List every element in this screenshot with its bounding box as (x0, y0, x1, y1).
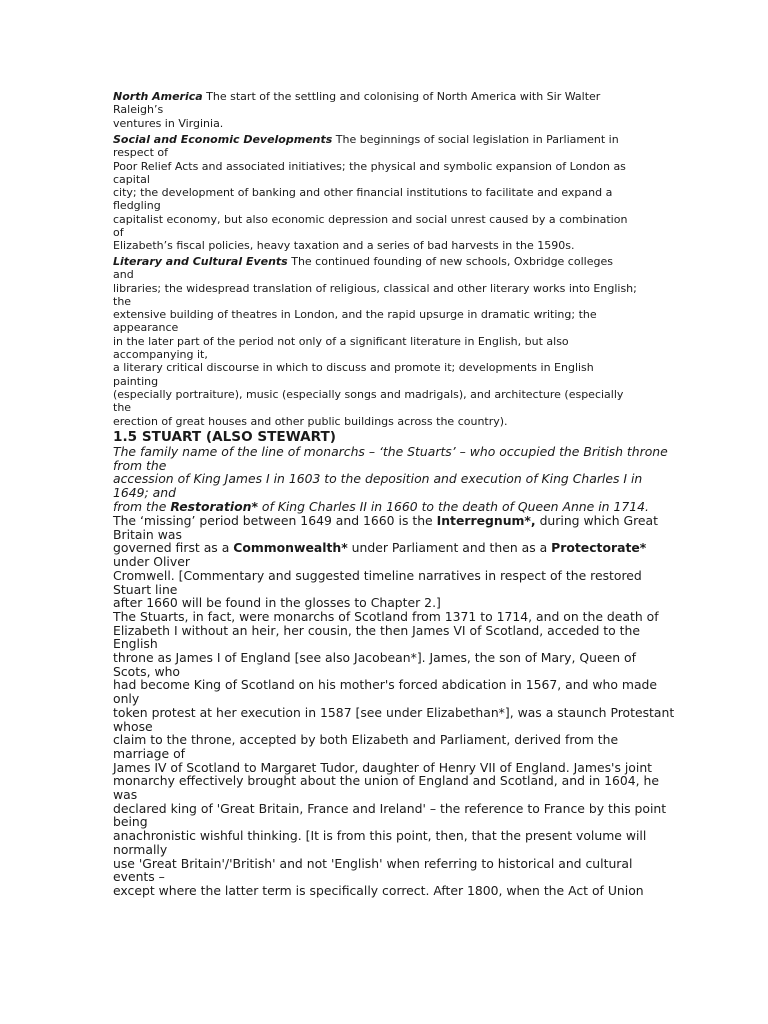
paragraph-literary-cultural (113, 255, 648, 428)
paragraph-north-america (113, 90, 648, 130)
term-heading: North America (113, 90, 203, 103)
paragraph-social-economic (113, 133, 648, 253)
text-line: in the later part of the period not only of a significant literature in English, but also (113, 334, 569, 348)
text-line: accompanying it, (113, 348, 208, 362)
text-line: token protest at her execution in 1587 [see under Elizabethan*], was a staunch Protestant (113, 704, 675, 720)
text-line: use 'Great Britain'/'British' and not 'English' when referring to historical and cultural (113, 855, 633, 871)
text-line: ventures in Virginia. (113, 116, 224, 130)
text-line: of (113, 226, 124, 240)
text-line: Literary and Cultural Events The continued founding of new schools, Oxbridge colleges (113, 255, 613, 268)
text-line: English (113, 636, 158, 652)
text-line: Elizabeth’s fiscal policies, heavy taxation and a series of bad harvests in the 1590s. (113, 239, 575, 253)
body-text (113, 513, 675, 898)
text-line: painting (113, 374, 159, 388)
text-line: Raleigh’s (113, 103, 164, 117)
cross-reference-protectorate: Protectorate* (551, 540, 647, 556)
text-line: The family name of the line of monarchs – ‘the Stuarts’ – who occupied the British throne (113, 444, 668, 459)
term-heading: Social and Economic Developments (113, 133, 333, 146)
text-line: monarchy effectively brought about the union of England and Scotland, and in 1604, he (113, 773, 660, 789)
text-line: Britain was (113, 526, 182, 542)
cross-reference-restoration: Restoration* (170, 498, 258, 514)
section-heading: 1.5 STUART (ALSO STEWART) (113, 429, 336, 445)
text-line: appearance (113, 321, 179, 335)
text-line: erection of great houses and other public buildings across the country). (113, 414, 508, 428)
text-line: Elizabeth I without an heir, her cousin, the then James VI of Scotland, acceded to the (113, 622, 640, 638)
text-line: and (113, 268, 134, 282)
text-line: was (113, 787, 138, 803)
text-line: Cromwell. [Commentary and suggested timeline narratives in respect of the restored (113, 567, 642, 583)
text-line: libraries; the widespread translation of religious, classical and other literary works into English; (113, 281, 637, 295)
cross-reference-commonwealth: Commonwealth* (233, 540, 348, 556)
text-line: North America The start of the settling and colonising of North America with Sir Walter (113, 90, 601, 103)
text-line: Poor Relief Acts and associated initiatives; the physical and symbolic expansion of London as (113, 159, 626, 173)
text-line: The ‘missing’ period between 1649 and 1660 is the Interregnum*, during which Great (113, 513, 659, 528)
text-line: except where the latter term is specifically correct. After 1800, when the Act of Union (113, 882, 644, 898)
text-line: claim to the throne, accepted by both Elizabeth and Parliament, derived from the (113, 732, 619, 748)
text-line: capital (113, 172, 150, 186)
text-line: city; the development of banking and other financial institutions to facilitate and expand a (113, 186, 613, 200)
text-line: respect of (113, 146, 168, 160)
text-line: marriage of (113, 745, 186, 761)
term-heading: Literary and Cultural Events (113, 255, 288, 268)
text-line: 1649; and (113, 485, 176, 501)
text-line: normally (113, 841, 168, 857)
text-line: the (113, 401, 132, 415)
text-line: had become King of Scotland on his mother's forced abdication in 1567, and who made (113, 677, 658, 693)
text-line: (especially portraiture), music (especially songs and madrigals), and architecture (especially (113, 387, 624, 401)
text-line: Scots, who (113, 663, 181, 679)
definition-intro (113, 444, 668, 514)
text-line: anachronistic wishful thinking. [It is from this point, then, that the present volume will (113, 828, 647, 844)
text-line: events – (113, 869, 165, 885)
text-line: James IV of Scotland to Margaret Tudor, daughter of Henry VII of England. James's joint (113, 759, 653, 775)
text-line: from the (113, 457, 167, 473)
text-line: fledgling (113, 199, 161, 213)
text-line: under Oliver (113, 554, 190, 570)
text-line: from the Restoration* of King Charles II in 1660 to the death of Queen Anne in 1714. (113, 498, 649, 514)
text-line: being (113, 814, 148, 830)
text-line: whose (113, 718, 153, 734)
text-line: Social and Economic Developments The beginnings of social legislation in Parliament in (113, 133, 619, 146)
text-line: Stuart line (113, 581, 178, 597)
text-line: declared king of 'Great Britain, France and Ireland' – the reference to France by this point (113, 800, 667, 816)
text-line: capitalist economy, but also economic depression and social unrest caused by a combination (113, 212, 628, 226)
text-line: only (113, 691, 140, 707)
text-line: governed first as a Commonwealth* under Parliament and then as a Protectorate* (113, 540, 647, 556)
text-line: The Stuarts, in fact, were monarchs of Scotland from 1371 to 1714, and on the death of (113, 608, 659, 624)
text-line: throne as James I of England [see also Jacobean*]. James, the son of Mary, Queen of (113, 650, 636, 666)
text-line: after 1660 will be found in the glosses to Chapter 2.] (113, 595, 441, 611)
text-line: a literary critical discourse in which to discuss and promote it; developments in English (113, 361, 594, 375)
text-line: accession of King James I in 1603 to the deposition and execution of King Charles I in (113, 471, 643, 487)
cross-reference-interregnum: Interregnum*, (436, 513, 536, 528)
text-line: the (113, 294, 132, 308)
text-line: extensive building of theatres in London, and the rapid upsurge in dramatic writing; the (113, 308, 597, 322)
